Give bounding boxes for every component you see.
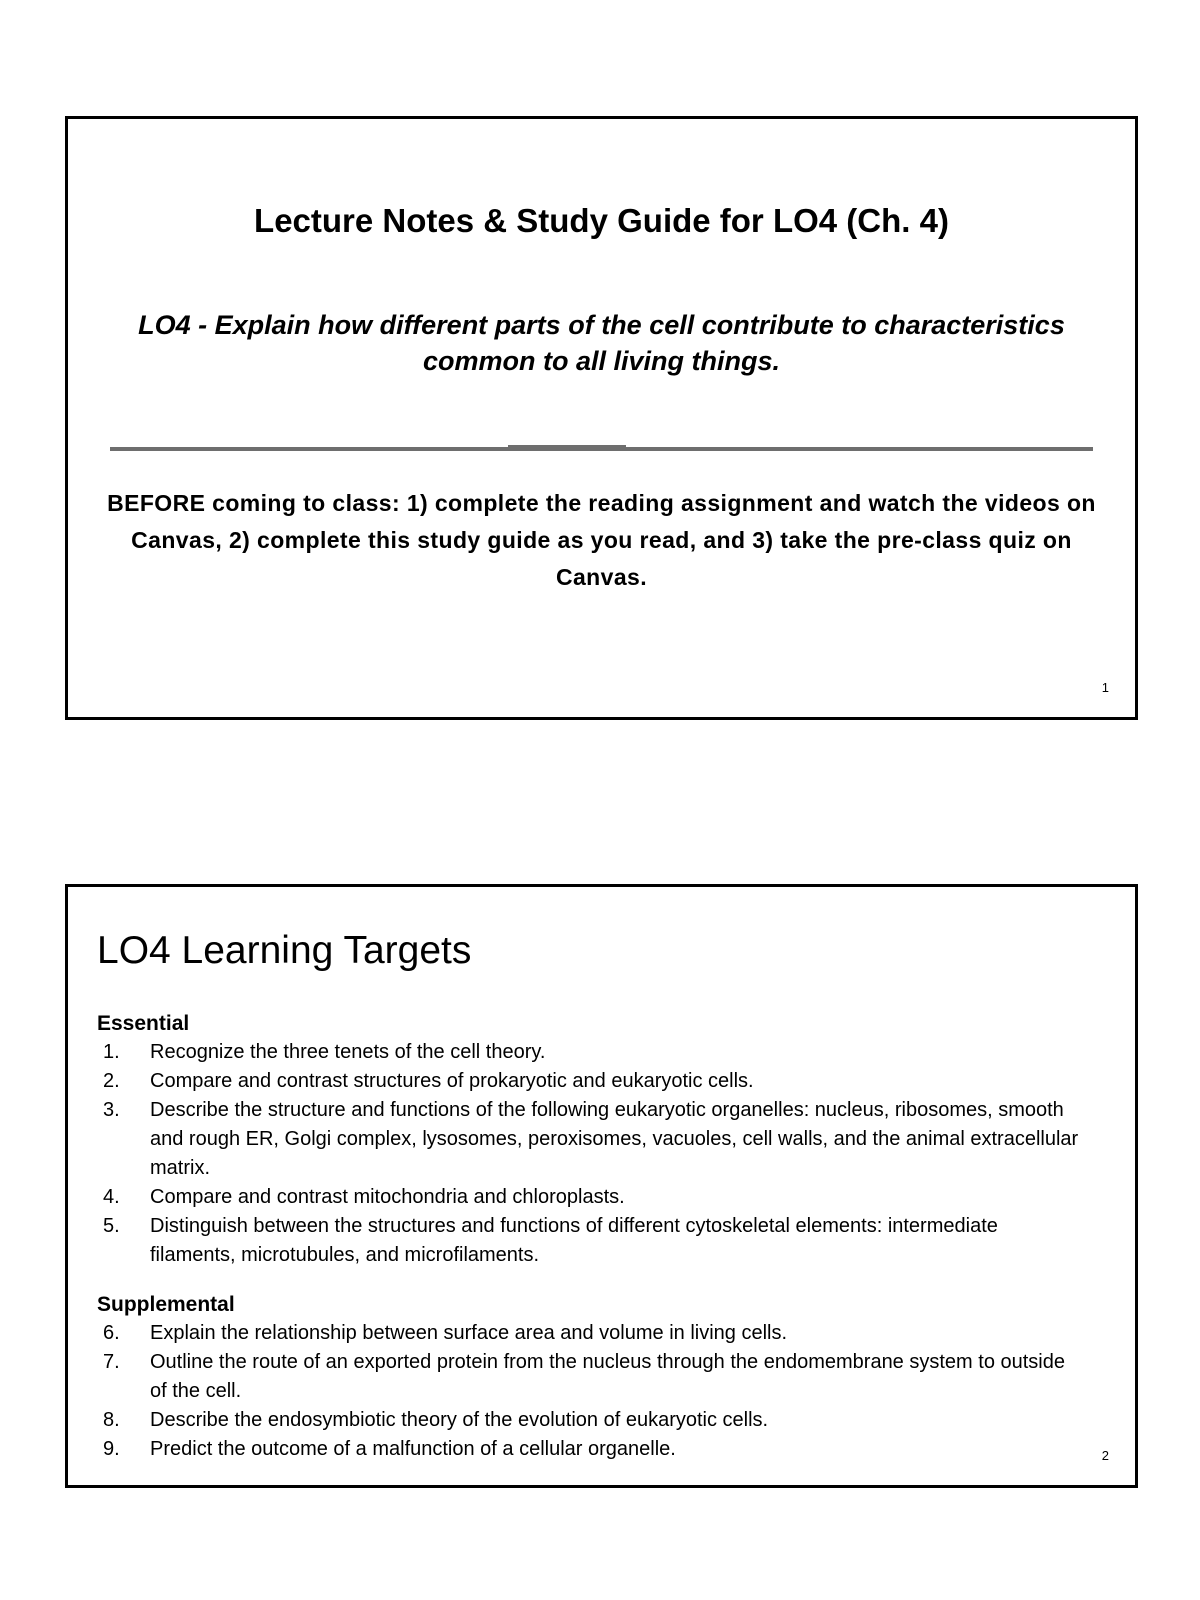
item-number: 3. [103,1099,120,1121]
slide-2 [65,884,1138,1488]
list-item [97,1406,1087,1435]
item-text: Explain the relationship between surface area and volume in living cells. [150,1322,788,1344]
item-text: Compare and contrast structures of prokaryotic and eukaryotic cells. [150,1070,754,1092]
item-number: 4. [103,1186,120,1208]
item-number: 1. [103,1041,120,1063]
item-number: 5. [103,1215,120,1237]
item-number: 8. [103,1409,120,1431]
divider-line [110,447,1093,451]
slide-2-title: LO4 Learning Targets [97,929,472,972]
supplemental-targets-list [97,1319,1087,1464]
item-text: Describe the endosymbiotic theory of the evolution of eukaryotic cells. [150,1409,769,1431]
item-text: Compare and contrast mitochondria and chloroplasts. [150,1186,625,1208]
learning-objective-statement: LO4 - Explain how different parts of the cell contribute to characteristics common to all living things. [138,310,1065,376]
list-item [97,1067,1087,1096]
item-number: 6. [103,1322,120,1344]
list-item [97,1212,1087,1270]
slide-1-title: Lecture Notes & Study Guide for LO4 (Ch. 4) [254,202,949,239]
supplemental-heading: Supplemental [97,1293,235,1316]
pre-class-instructions: BEFORE coming to class: 1) complete the reading assignment and watch the videos on Canvas, 2) complete this study guide as you read, and 3) take the pre-class quiz on Canvas. [107,490,1096,590]
page-number: 1 [1101,680,1109,695]
list-item [97,1319,1087,1348]
essential-heading: Essential [97,1012,190,1035]
item-text: Predict the outcome of a malfunction of a cellular organelle. [150,1438,676,1460]
item-text: Distinguish between the structures and functions of different cytoskeletal elements: intermediate filaments, microtubules, and microfilaments. [150,1215,998,1266]
page-number: 2 [1101,1448,1109,1463]
item-number: 2. [103,1070,120,1092]
item-number: 9. [103,1438,120,1460]
list-item [97,1435,1087,1464]
divider-accent [508,445,626,448]
item-text: Recognize the three tenets of the cell theory. [150,1041,546,1063]
item-number: 7. [103,1351,120,1373]
list-item [97,1096,1087,1183]
slide-1 [65,116,1138,720]
essential-targets-list [97,1038,1087,1270]
item-text: Describe the structure and functions of the following eukaryotic organelles: nucleus, ribosomes, smooth and rough ER, Golgi complex, lysosomes, peroxisomes, vacuoles, cell walls, and the animal extracellular matrix. [150,1099,1079,1179]
item-text: Outline the route of an exported protein from the nucleus through the endomembrane system to outside of the cell. [150,1351,1065,1402]
list-item [97,1038,1087,1067]
list-item [97,1348,1087,1406]
list-item [97,1183,1087,1212]
